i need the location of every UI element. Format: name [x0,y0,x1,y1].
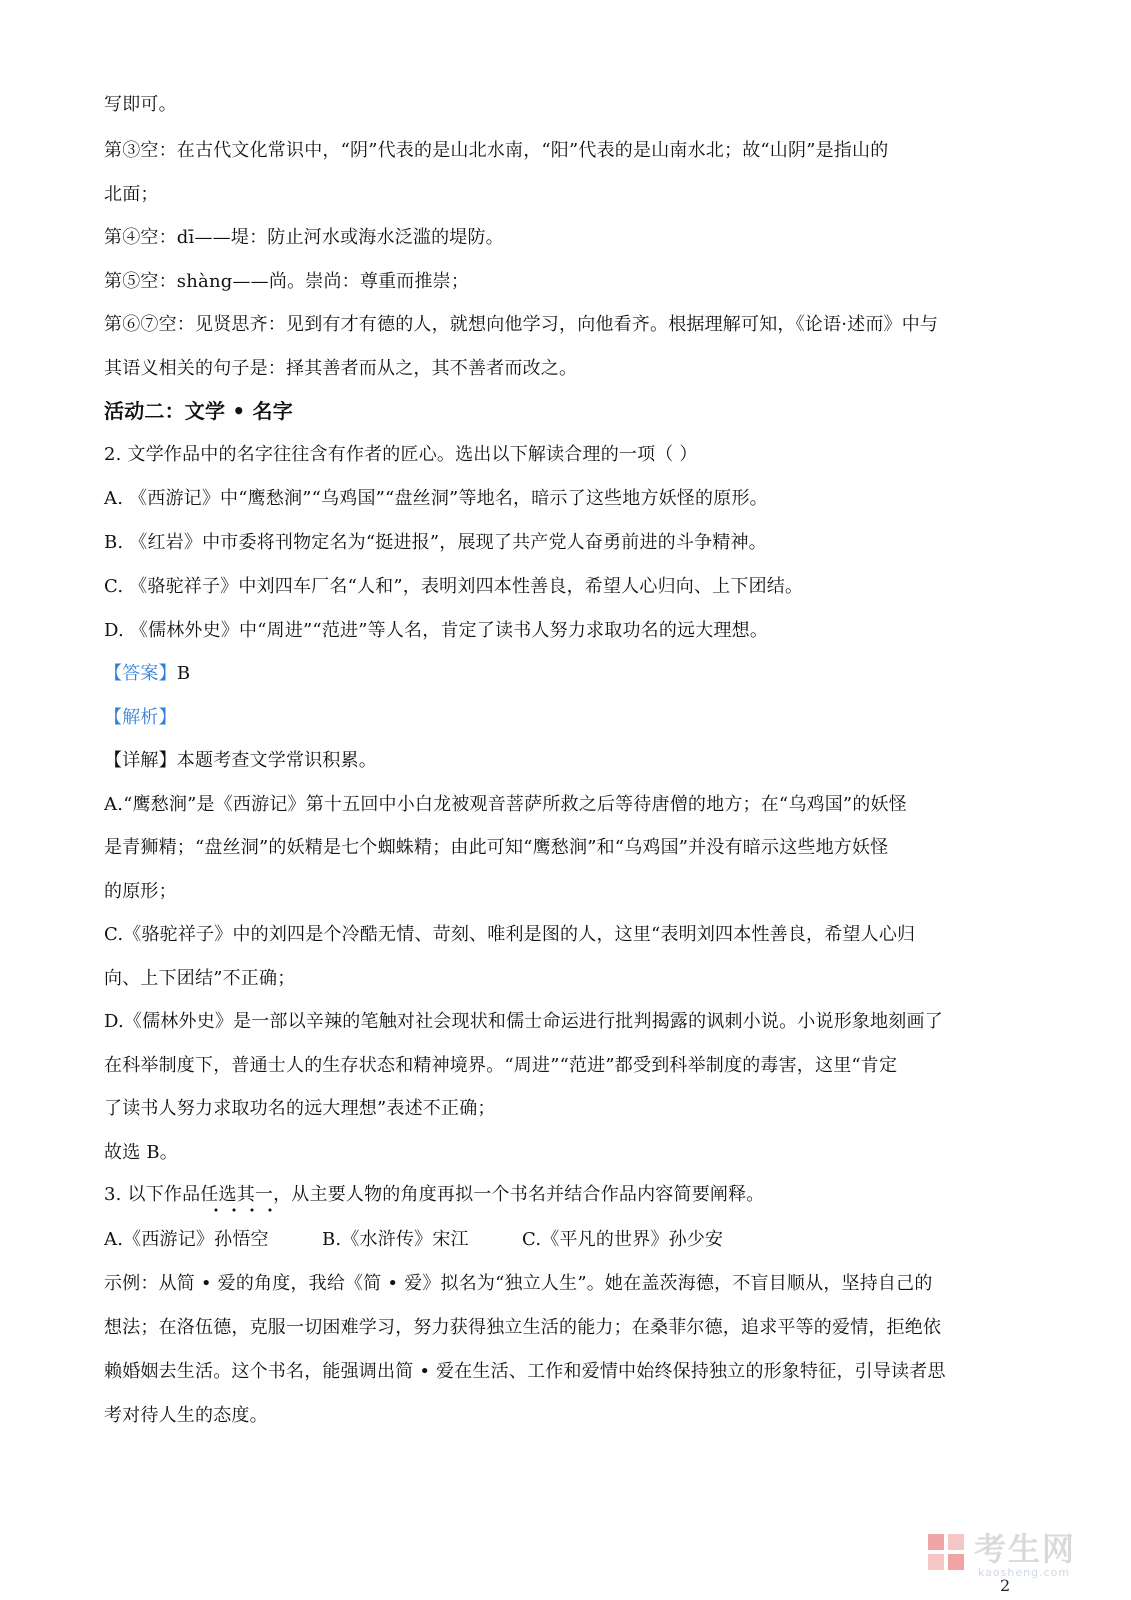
watermark [926,1530,1096,1579]
text-line: 第③空：在古代文化常识中，“阴”代表的是山北水南，“阳”代表的是山南水北；故“山阴”是指山的 [104,140,889,161]
kaosheng-logo-icon [926,1532,968,1574]
text-line: 北面； [104,184,159,205]
question-3-option-a: A.《西游记》孙悟空 [104,1229,269,1250]
answer-tag: 【答案】 [104,663,177,684]
question-2-option-a: A. 《西游记》中“鹰愁涧”“乌鸡国”“盘丝洞”等地名，暗示了这些地方妖怪的原形。 [104,488,768,509]
explanation-line: C.《骆驼祥子》中的刘四是个冷酷无情、苛刻、唯利是图的人，这里“表明刘四本性善良，希望人心归 [104,924,916,945]
question-2-stem: 2. 文学作品中的名字往往含有作者的匠心。选出以下解读合理的一项（ ） [104,444,698,465]
example-line: 想法；在洛伍德，克服一切困难学习，努力获得独立生活的能力；在桑菲尔德，追求平等的爱情，拒绝依 [104,1317,942,1338]
question-2-option-b: B. 《红岩》中市委将刊物定名为“挺进报”，展现了共产党人奋勇前进的斗争精神。 [104,532,767,553]
explanation-line: 的原形； [104,881,177,902]
analysis-tag: 【解析】 [104,707,177,728]
conclusion-line: 故选 B。 [104,1142,178,1163]
example-line: 示例：从简 • 爱的角度，我给《简 • 爱》拟名为“独立人生”。她在盖茨海德，不盲目顺从，坚持自己的 [104,1273,933,1294]
explanation-line: 了读书人努力求取功名的远大理想”表述不正确； [104,1098,496,1119]
text-line: 写即可。 [104,94,177,115]
answer-value: B [176,663,191,684]
explanation-line: 在科举制度下，普通士人的生存状态和精神境界。“周进”“范进”都受到科举制度的毒害，这里“肯定 [104,1055,898,1076]
text-line: 其语义相关的句子是：择其善者而从之，其不善者而改之。 [104,358,578,379]
watermark-url: kaosheng.com [978,1566,1071,1579]
example-line: 赖婚姻去生活。这个书名，能强调出简 • 爱在生活、工作和爱情中始终保持独立的形象特征，引导读者思 [104,1361,946,1382]
explanation-line: D.《儒林外史》是一部以辛辣的笔触对社会现状和儒士命运进行批判揭露的讽刺小说。小说形象地刻画了 [104,1011,943,1032]
text-line: 第⑥⑦空：见贤思齐：见到有才有德的人，就想向他学习，向他看齐。根据理解可知，《论语·述而》中与 [104,314,939,335]
example-line: 考对待人生的态度。 [104,1405,268,1426]
question-3-option-b: B.《水浒传》宋江 [322,1229,469,1250]
question-3-options [104,1228,723,1252]
question-2-option-d: D. 《儒林外史》中“周进”“范进”等人名，肯定了读书人努力求取功名的远大理想。 [104,620,769,641]
question-3-stem [104,1183,765,1207]
question-2-option-c: C. 《骆驼祥子》中刘四车厂名“人和”，表明刘四本性善良，希望人心归向、上下团结。 [104,576,804,597]
text-line: 第⑤空：shàng——尚。崇尚：尊重而推崇； [104,271,470,292]
section-heading: 活动二：文学 • 名字 [104,399,293,423]
question-3-option-c: C.《平凡的世界》孙少安 [522,1229,724,1250]
emphasis-text: 任选其一 [200,1184,274,1205]
page-number: 2 [1000,1576,1011,1595]
text-line: 第④空：dī——堤：防止河水或海水泛滥的堤防。 [104,227,504,248]
question-3-stem-start: 3. 以下作品 [104,1184,201,1205]
detail-line: 【详解】本题考查文学常识积累。 [104,750,377,771]
question-3-stem-end: ，从主要人物的角度再拟一个书名并结合作品内容简要阐释。 [273,1184,765,1205]
answer-line [104,662,190,686]
explanation-line: 向、上下团结”不正确； [104,968,296,989]
watermark-text: 考生网 [974,1530,1077,1568]
explanation-line: 是青狮精；“盘丝洞”的妖精是七个蜘蛛精；由此可知“鹰愁涧”和“乌鸡国”并没有暗示这些地方妖怪 [104,837,889,858]
explanation-line: A.“鹰愁涧”是《西游记》第十五回中小白龙被观音菩萨所救之后等待唐僧的地方；在“乌鸡国”的妖怪 [104,794,907,815]
